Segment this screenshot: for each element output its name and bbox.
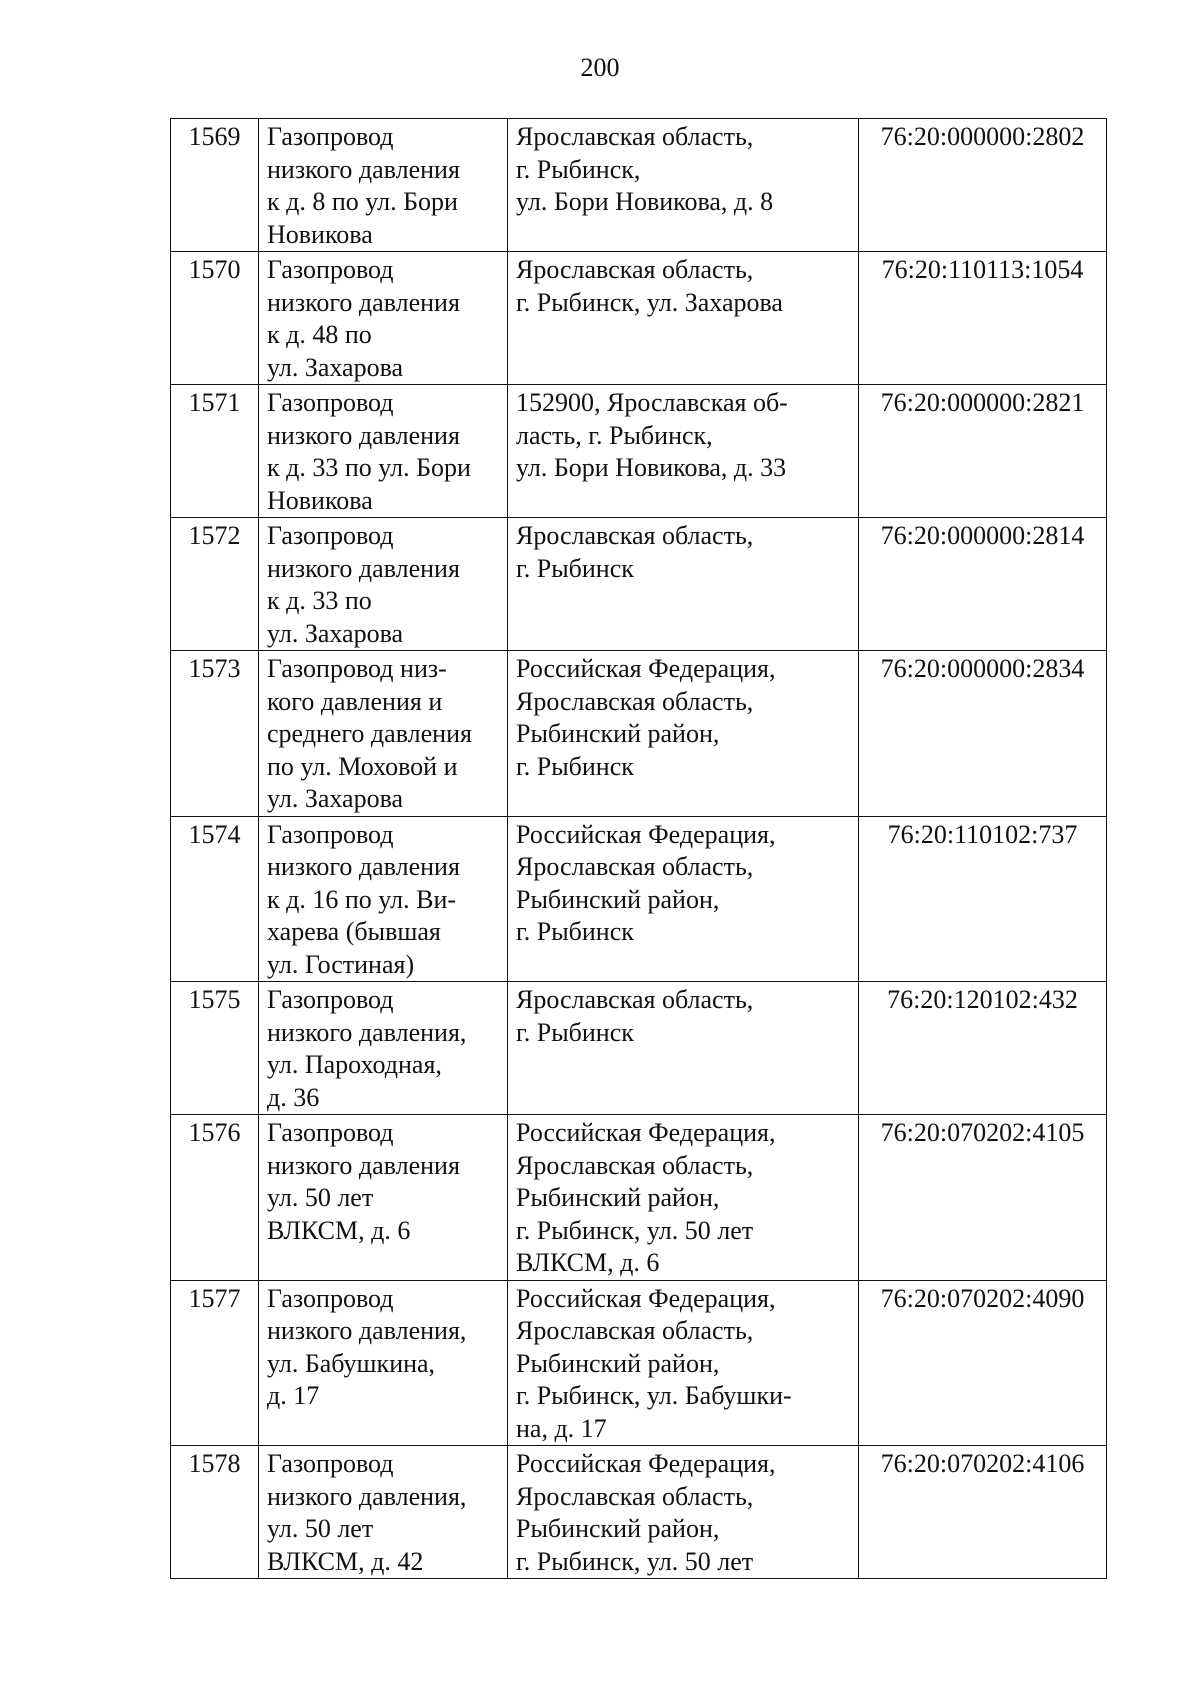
address-cell: Ярославская область, г. Рыбинск xyxy=(508,518,859,651)
row-number-cell: 1576 xyxy=(171,1115,259,1281)
table-row xyxy=(171,1446,1107,1579)
cadastral-number-cell: 76:20:000000:2834 xyxy=(859,651,1107,817)
cadastral-number-cell: 76:20:000000:2821 xyxy=(859,385,1107,518)
address-cell: Российская Федерация, Ярославская область, Рыбинский район, г. Рыбинск, ул. 50 лет xyxy=(508,1446,859,1579)
row-number-cell: 1575 xyxy=(171,982,259,1115)
page-number: 200 xyxy=(580,53,620,82)
address-cell: Ярославская область, г. Рыбинск, ул. Захарова xyxy=(508,252,859,385)
object-name-cell: Газопровод низкого давления к д. 33 по ул. Захарова xyxy=(259,518,508,651)
address-cell: 152900, Ярославская об- ласть, г. Рыбинск, ул. Бори Новикова, д. 33 xyxy=(508,385,859,518)
cadastral-number-cell: 76:20:070202:4105 xyxy=(859,1115,1107,1281)
object-name-cell: Газопровод низкого давления ул. 50 лет ВЛКСМ, д. 6 xyxy=(259,1115,508,1281)
row-number-cell: 1578 xyxy=(171,1446,259,1579)
table-row xyxy=(171,1115,1107,1281)
row-number-cell: 1569 xyxy=(171,119,259,252)
object-name-cell: Газопровод низкого давления, ул. Пароходная, д. 36 xyxy=(259,982,508,1115)
object-name-cell: Газопровод низкого давления, ул. 50 лет ВЛКСМ, д. 42 xyxy=(259,1446,508,1579)
table-row xyxy=(171,385,1107,518)
row-number-cell: 1577 xyxy=(171,1280,259,1446)
registry-table xyxy=(170,118,1107,1579)
object-name-cell: Газопровод низкого давления к д. 33 по ул. Бори Новикова xyxy=(259,385,508,518)
address-cell: Российская Федерация, Ярославская область, Рыбинский район, г. Рыбинск, ул. Бабушки- на, д. 17 xyxy=(508,1280,859,1446)
table-row xyxy=(171,651,1107,817)
row-number-cell: 1571 xyxy=(171,385,259,518)
table-row xyxy=(171,518,1107,651)
cadastral-number-cell: 76:20:000000:2814 xyxy=(859,518,1107,651)
registry-table-body xyxy=(171,119,1107,1579)
object-name-cell: Газопровод низкого давления к д. 48 по ул. Захарова xyxy=(259,252,508,385)
row-number-cell: 1574 xyxy=(171,816,259,982)
address-cell: Российская Федерация, Ярославская область, Рыбинский район, г. Рыбинск xyxy=(508,816,859,982)
row-number-cell: 1572 xyxy=(171,518,259,651)
cadastral-number-cell: 76:20:000000:2802 xyxy=(859,119,1107,252)
address-cell: Российская Федерация, Ярославская область, Рыбинский район, г. Рыбинск, ул. 50 лет ВЛКСМ, д. 6 xyxy=(508,1115,859,1281)
address-cell: Российская Федерация, Ярославская область, Рыбинский район, г. Рыбинск xyxy=(508,651,859,817)
row-number-cell: 1570 xyxy=(171,252,259,385)
cadastral-number-cell: 76:20:110113:1054 xyxy=(859,252,1107,385)
object-name-cell: Газопровод низкого давления к д. 16 по ул. Ви- харева (бывшая ул. Гостиная) xyxy=(259,816,508,982)
table-row xyxy=(171,982,1107,1115)
table-row xyxy=(171,816,1107,982)
row-number-cell: 1573 xyxy=(171,651,259,817)
object-name-cell: Газопровод низкого давления, ул. Бабушкина, д. 17 xyxy=(259,1280,508,1446)
cadastral-number-cell: 76:20:070202:4106 xyxy=(859,1446,1107,1579)
cadastral-number-cell: 76:20:070202:4090 xyxy=(859,1280,1107,1446)
object-name-cell: Газопровод низ- кого давления и среднего давления по ул. Моховой и ул. Захарова xyxy=(259,651,508,817)
table-row xyxy=(171,119,1107,252)
cadastral-number-cell: 76:20:120102:432 xyxy=(859,982,1107,1115)
table-row xyxy=(171,252,1107,385)
table-row xyxy=(171,1280,1107,1446)
cadastral-number-cell: 76:20:110102:737 xyxy=(859,816,1107,982)
object-name-cell: Газопровод низкого давления к д. 8 по ул. Бори Новикова xyxy=(259,119,508,252)
address-cell: Ярославская область, г. Рыбинск xyxy=(508,982,859,1115)
address-cell: Ярославская область, г. Рыбинск, ул. Бори Новикова, д. 8 xyxy=(508,119,859,252)
